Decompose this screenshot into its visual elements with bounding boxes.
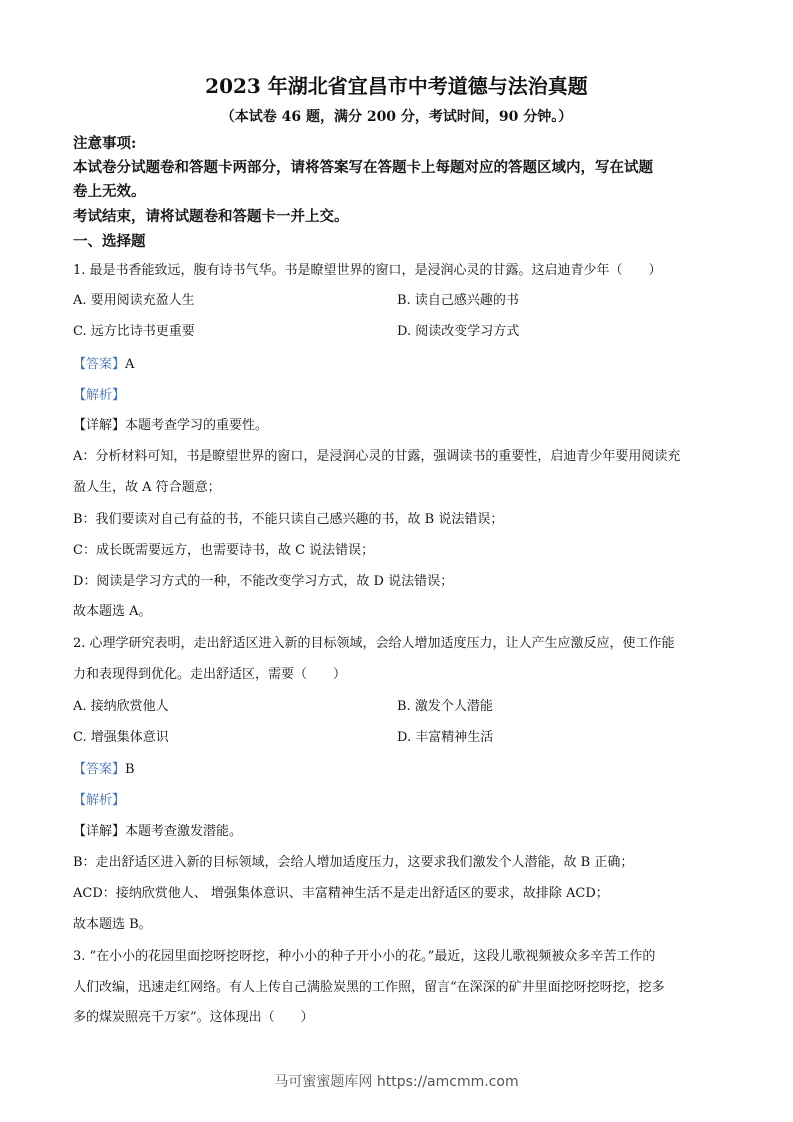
page-title: 2023 年湖北省宜昌市中考道德与法治真题	[205, 74, 588, 98]
detail-tag: 【详解】	[73, 824, 126, 839]
answer-value: A	[125, 357, 135, 372]
q1-option-b: B. 读自己感兴趣的书	[397, 293, 519, 308]
q1-option-d: D. 阅读改变学习方式	[397, 324, 520, 339]
q1-explain-b: B：我们要读对自己有益的书，不能只读自己感兴趣的书，故 B 说法错误；	[73, 512, 504, 527]
question-2-stem-cont: 力和表现得到优化。走出舒适区，需要（ ）	[73, 667, 347, 682]
section-heading: 一、选择题	[73, 233, 146, 250]
answer-tag: 【答案】	[73, 762, 126, 777]
q2-option-a: A. 接纳欣赏他人	[73, 699, 169, 714]
q2-explain-b: B：走出舒适区进入新的目标领域，会给人增加适度压力，这要求我们激发个人潜能，故 B 正确；	[73, 855, 634, 870]
q1-analysis-tag: 【解析】	[73, 388, 126, 403]
q1-option-c: C. 远方比诗书更重要	[73, 324, 195, 339]
q1-answer	[73, 353, 134, 372]
question-3-stem-cont: 多的煤炭照亮千万家”。这体现出（ ）	[73, 1010, 314, 1025]
notice-heading: 注意事项:	[73, 135, 137, 152]
q1-explain-a-cont: 盈人生，故 A 符合题意；	[73, 480, 221, 495]
question-2-stem: 2. 心理学研究表明，走出舒适区进入新的目标领域，会给人增加适度压力，让人产生应激反应，使工作能	[73, 636, 675, 651]
question-3-stem: 3. “在小小的花园里面挖呀挖呀挖，种小小的种子开小小的花。”最近，这段儿歌视频被众多辛苦工作的	[73, 949, 656, 964]
notice-line: 本试卷分试题卷和答题卡两部分，请将答案写在答题卡上每题对应的答题区域内，写在试题	[73, 159, 653, 176]
detail-text: 本题考查激发潜能。	[125, 824, 243, 839]
q2-detail	[73, 820, 242, 839]
q1-option-a: A. 要用阅读充盈人生	[73, 293, 195, 308]
q2-conclusion: 故本题选 B。	[73, 917, 152, 932]
question-3-stem-cont: 人们改编，迅速走红网络。有人上传自己满脸炭黑的工作照，留言“在深深的矿井里面挖呀挖呀挖，挖多	[73, 980, 665, 995]
q2-analysis-tag: 【解析】	[73, 793, 126, 808]
notice-line: 考试结束，请将试题卷和答题卡一并上交。	[73, 208, 349, 225]
q1-explain-a: A：分析材料可知，书是瞭望世界的窗口，是浸润心灵的甘露，强调读书的重要性，启迪青少年要用阅读充	[73, 449, 681, 464]
notice-line: 卷上无效。	[73, 183, 146, 200]
q2-answer	[73, 758, 135, 777]
q1-explain-c: C：成长既需要远方，也需要诗书，故 C 说法错误；	[73, 543, 375, 558]
question-1-stem: 1. 最是书香能致远，腹有诗书气华。书是瞭望世界的窗口，是浸润心灵的甘露。这启迪青少年（ ）	[73, 263, 662, 278]
q2-option-b: B. 激发个人潜能	[397, 699, 493, 714]
footer-watermark: 马可蜜蜜题库网 https://amcmm.com	[274, 1074, 519, 1090]
detail-tag: 【详解】	[73, 418, 126, 433]
answer-tag: 【答案】	[73, 357, 126, 372]
q1-explain-d: D：阅读是学习方式的一种，不能改变学习方式，故 D 说法错误；	[73, 574, 454, 589]
q1-conclusion: 故本题选 A。	[73, 604, 152, 619]
page-subtitle: （本试卷 46 题，满分 200 分，考试时间，90 分钟。）	[220, 109, 573, 125]
detail-text: 本题考查学习的重要性。	[125, 418, 269, 433]
q2-explain-acd: ACD：接纳欣赏他人、 增强集体意识、丰富精神生活不是走出舒适区的要求，故排除 ACD；	[73, 886, 609, 901]
q2-option-c: C. 增强集体意识	[73, 730, 169, 745]
q2-option-d: D. 丰富精神生活	[397, 730, 494, 745]
answer-value: B	[125, 762, 135, 777]
q1-detail	[73, 414, 268, 433]
